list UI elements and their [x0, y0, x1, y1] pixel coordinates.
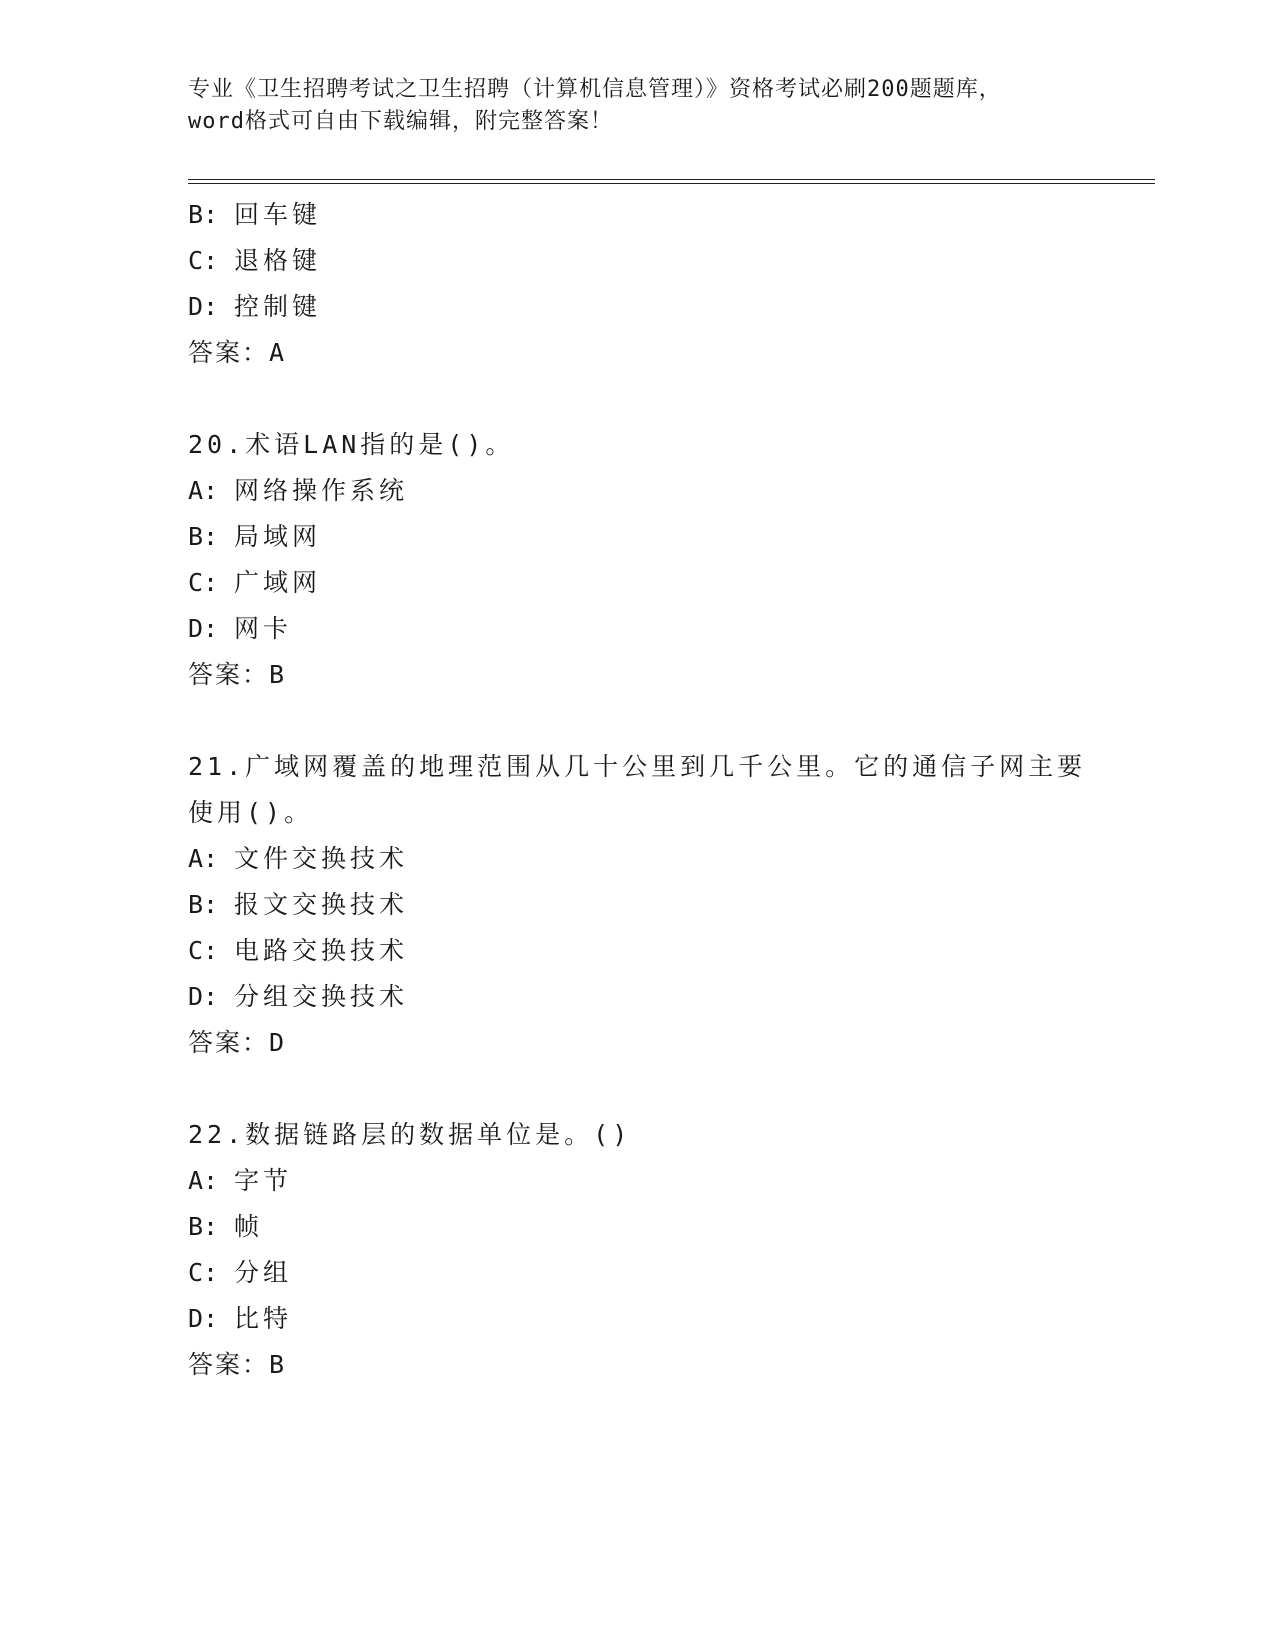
option-text: 分组交换技术: [234, 982, 409, 1011]
question-stem: 20.术语LAN指的是()。: [188, 430, 515, 459]
option-key: D:: [188, 1304, 219, 1333]
option-text: 网卡: [234, 614, 293, 643]
option-key: A:: [188, 476, 219, 505]
option-text: 网络操作系统: [234, 476, 409, 505]
option-text: 分组: [234, 1258, 293, 1287]
question-22: [188, 1112, 1118, 1388]
answer-line: 答案：A: [188, 338, 287, 367]
header-double-rule: [188, 179, 1155, 184]
question-20: [188, 422, 1118, 698]
option-d: [188, 1296, 1118, 1342]
option-text: 局域网: [234, 522, 322, 551]
option-key: B:: [188, 890, 219, 919]
option-c: [188, 928, 1118, 974]
option-text: 控制键: [234, 292, 322, 321]
option-text: 电路交换技术: [234, 936, 409, 965]
option-d: [188, 284, 1118, 330]
option-key: A:: [188, 1166, 219, 1195]
document-header: [188, 74, 1088, 138]
option-d: [188, 974, 1118, 1020]
question-content: [188, 192, 1118, 1388]
question-stem: 22.数据链路层的数据单位是。(): [188, 1120, 632, 1149]
option-b: [188, 514, 1118, 560]
option-text: 广域网: [234, 568, 322, 597]
option-d: [188, 606, 1118, 652]
question-21: [188, 744, 1118, 1066]
option-c: [188, 238, 1118, 284]
option-text: 帧: [234, 1212, 264, 1241]
option-a: [188, 836, 1118, 882]
question-stem-line-2: 使用()。: [188, 798, 314, 827]
option-key: B:: [188, 200, 219, 229]
option-b: [188, 192, 1118, 238]
question-stem-line-1: 21.广域网覆盖的地理范围从几十公里到几千公里。它的通信子网主要: [188, 752, 1087, 781]
option-key: A:: [188, 844, 219, 873]
option-key: C:: [188, 246, 219, 275]
option-key: D:: [188, 614, 219, 643]
option-text: 文件交换技术: [234, 844, 409, 873]
option-key: B:: [188, 522, 219, 551]
answer-line: 答案：D: [188, 1028, 287, 1057]
question-19-continuation: [188, 192, 1118, 376]
option-text: 字节: [234, 1166, 293, 1195]
answer-line: 答案：B: [188, 1350, 287, 1379]
option-b: [188, 1204, 1118, 1250]
header-title-line-2: word格式可自由下载编辑，附完整答案！: [188, 109, 613, 134]
option-c: [188, 560, 1118, 606]
option-text: 退格键: [234, 246, 322, 275]
option-a: [188, 468, 1118, 514]
option-key: D:: [188, 292, 219, 321]
header-title-line-1: 专业《卫生招聘考试之卫生招聘（计算机信息管理）》资格考试必刷200题题库，: [188, 77, 1002, 102]
option-key: C:: [188, 1258, 219, 1287]
answer-line: 答案：B: [188, 660, 287, 689]
option-key: B:: [188, 1212, 219, 1241]
option-a: [188, 1158, 1118, 1204]
option-text: 报文交换技术: [234, 890, 409, 919]
option-key: C:: [188, 568, 219, 597]
option-text: 回车键: [234, 200, 322, 229]
option-key: C:: [188, 936, 219, 965]
option-b: [188, 882, 1118, 928]
option-c: [188, 1250, 1118, 1296]
option-text: 比特: [234, 1304, 293, 1333]
option-key: D:: [188, 982, 219, 1011]
